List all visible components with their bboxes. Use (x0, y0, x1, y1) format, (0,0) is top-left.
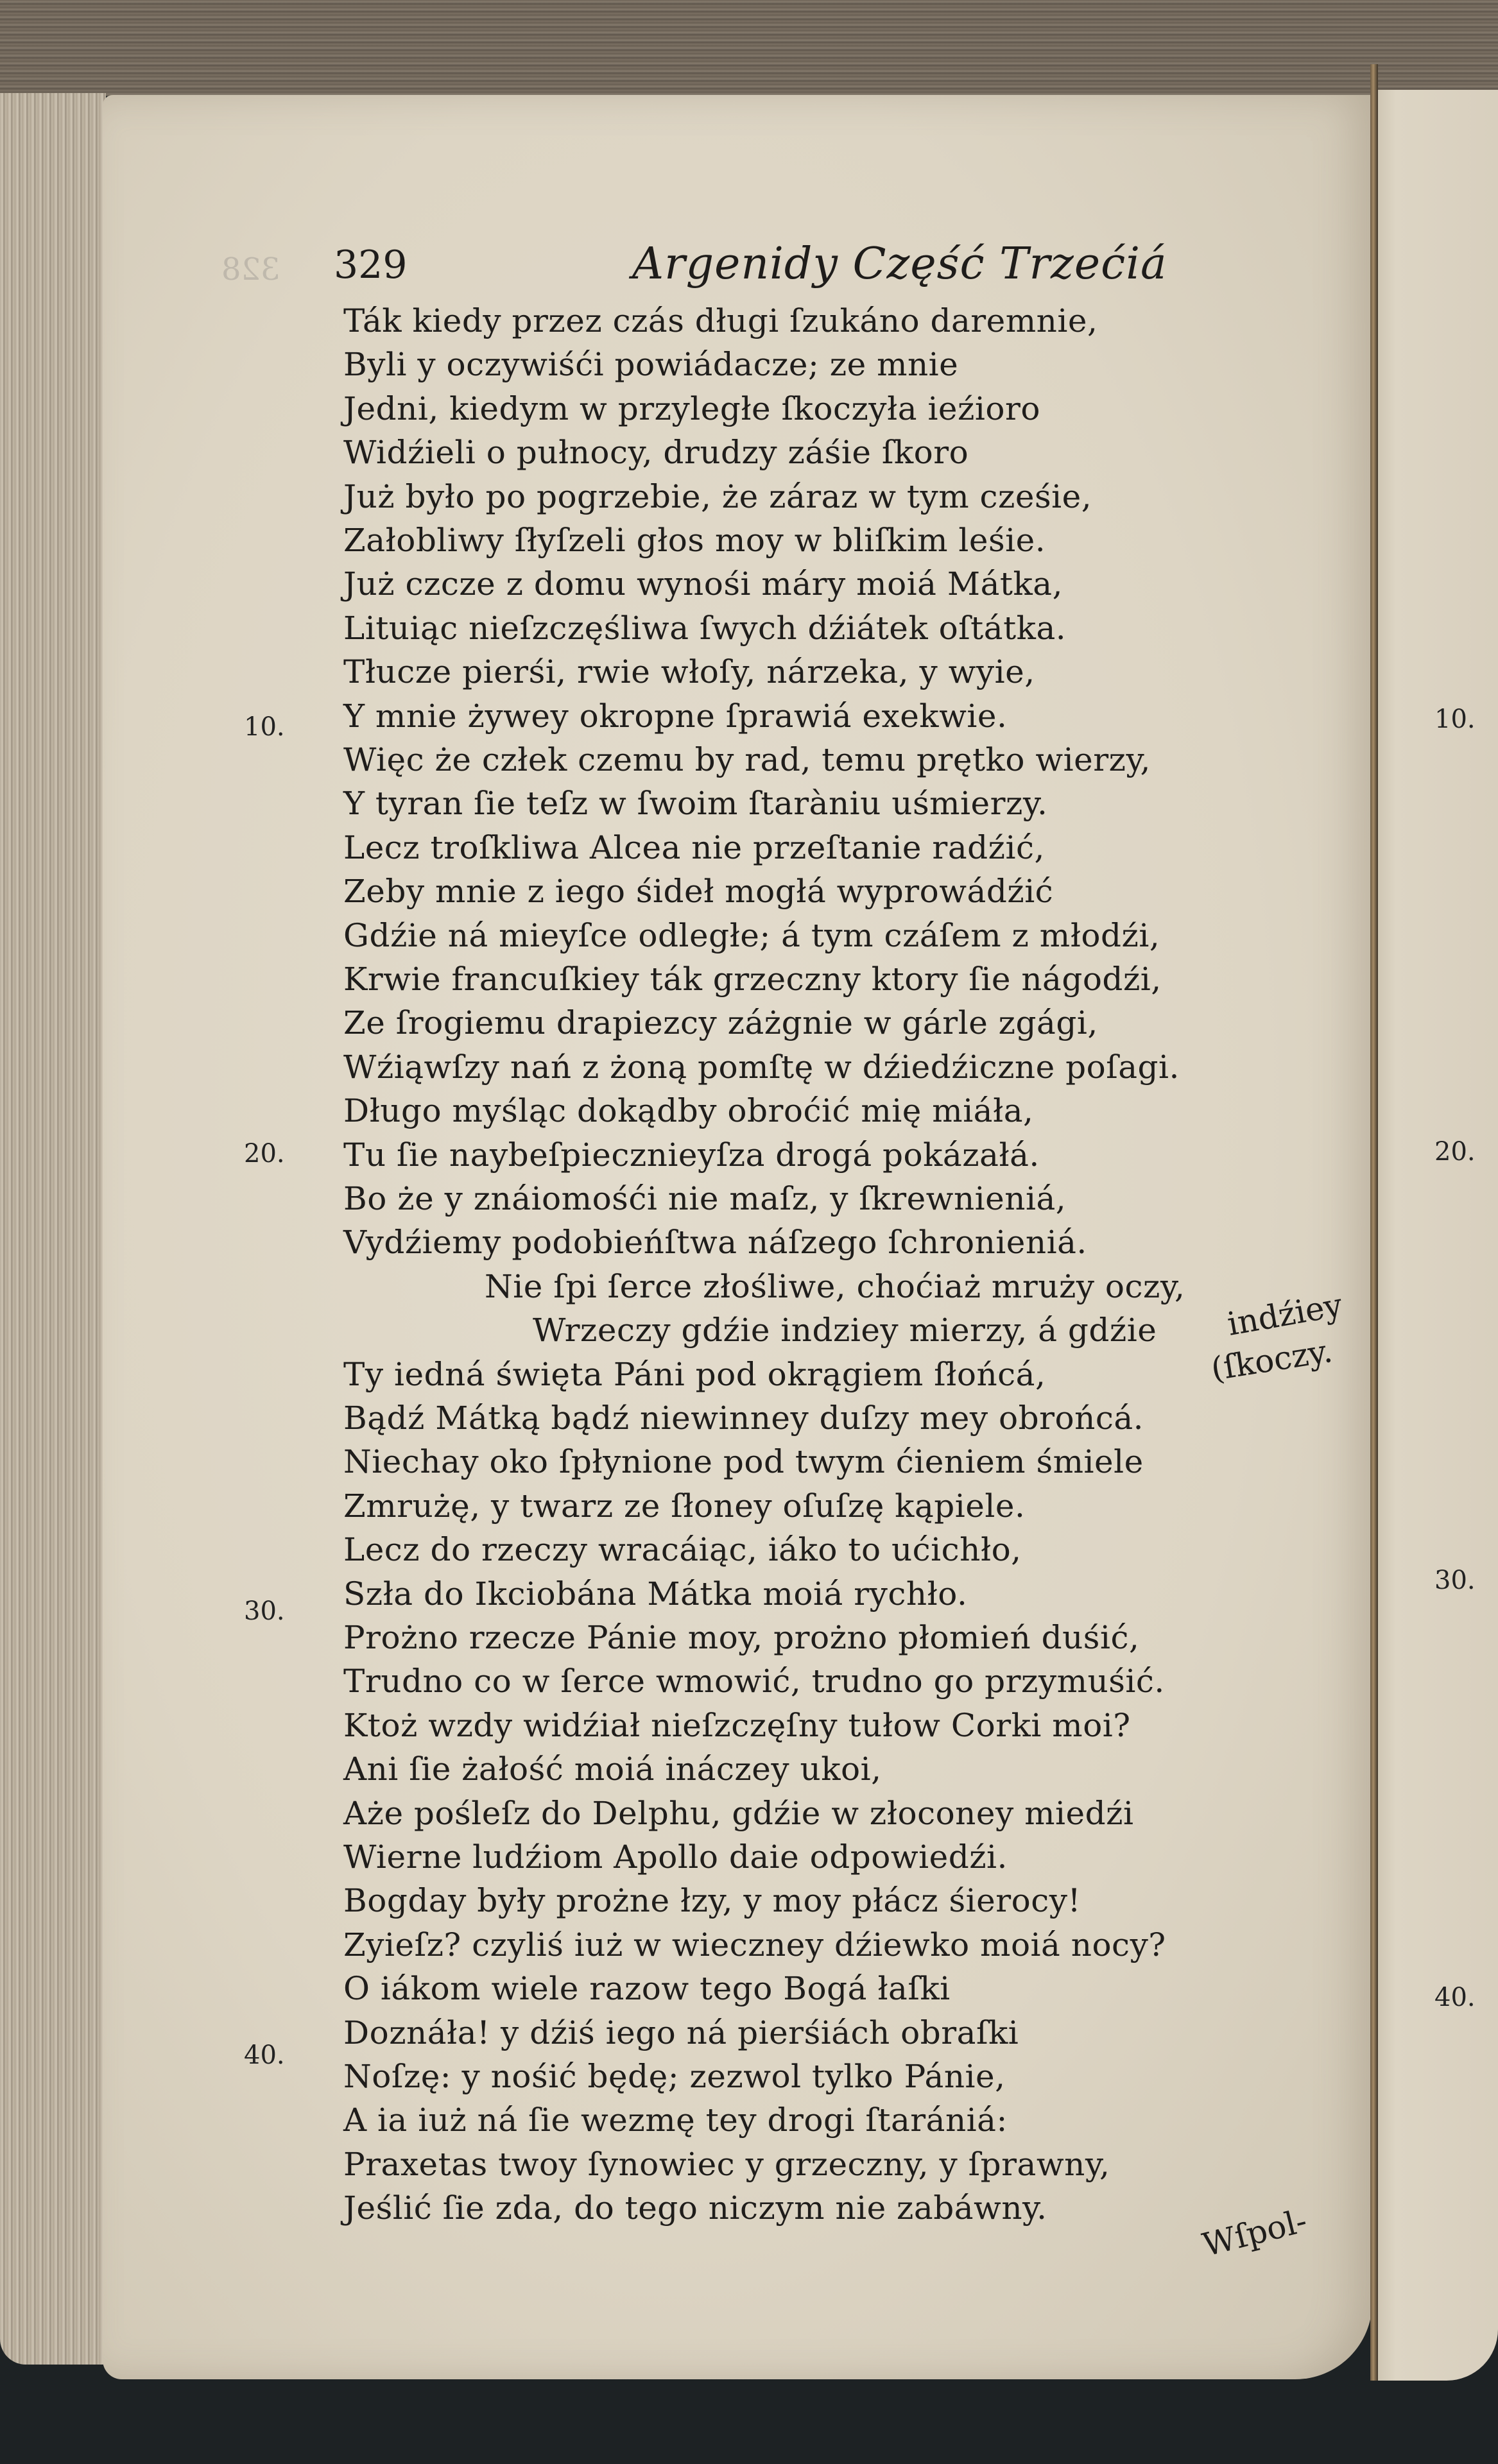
verse-line: Ze ſrogiemu drapiezcy záżgnie w gárle zgági, (343, 1004, 1098, 1042)
verse-line: Wierne ludźiom Apollo daie odpowiedźi. (343, 1838, 1008, 1876)
verse-line: Tłucze pierśi, rwie włoſy, nárzeka, y wyie, (343, 653, 1035, 691)
verse-line: Już było po pogrzebie, że záraz w tym cześie, (343, 477, 1092, 515)
verse-line: Aże pośleſz do Delphu, gdźie w złoconey miedźi (343, 1794, 1134, 1832)
verse-line: Jeślić ſie zda, do tego niczym nie zabáwny. (343, 2189, 1047, 2227)
bleed-through-page-number: 328 (221, 252, 280, 287)
line-number-left-10: 10. (244, 712, 285, 742)
verse-line: Ták kiedy przez czás długi ſzukáno daremnie, (343, 302, 1098, 339)
verse-line: Vydźiemy podobieńſtwa náſzego ſchronieniá. (343, 1224, 1087, 1262)
book-top-edge (0, 0, 1498, 96)
verse-line: Szła do Ikciobána Mátka moiá rychło. (343, 1575, 968, 1613)
verse-line: Ty iedná święta Páni pod okrągiem ſłońcá, (343, 1355, 1046, 1393)
verse-line: Krwie francuſkiey ták grzeczny ktory ſie nágodźi, (343, 961, 1162, 998)
running-head (0, 239, 1498, 294)
verse-line: Bogday były prożne łzy, y moy płácz śierocy! (343, 1882, 1081, 1920)
verse-line: Tu ſie naybeſpiecznieyſza drogá pokázałá. (343, 1136, 1040, 1174)
verse-line: Zeby mnie z iego śideł mogłá wyprowádźić (343, 873, 1054, 911)
verse-line: Lecz troſkliwa Alcea nie przeſtanie radźić, (343, 828, 1045, 866)
verse-line: Y mnie żywey okropne ſprawiá exekwie. (343, 697, 1008, 735)
verse-line: Lituiąc nieſzczęśliwa ſwych dźiátek oſtátka. (343, 609, 1067, 647)
verse-line: Widźieli o pułnocy, drudzy záśie ſkoro (343, 434, 969, 472)
verse-line: Zmrużę, y twarz ze ſłoney oſuſzę kąpiele. (343, 1487, 1026, 1525)
verse-line: Długo myśląc dokądby obroćić mię miáła, (343, 1092, 1034, 1130)
verse-line: Zyieſz? czyliś iuż w wieczney dźiewko moiá nocy? (343, 1926, 1166, 1964)
line-number-left-30: 30. (244, 1596, 285, 1626)
verse-line: Wźiąwſzy nań z żoną pomſtę w dźiedźiczne poſagi. (343, 1048, 1180, 1086)
verse-line: Gdźie ná mieyſce odległe; á tym czáſem z młodźi, (343, 916, 1160, 954)
verse-line: Ktoż wzdy widźiał nieſzczęſny tułow Corki moi? (343, 1706, 1131, 1744)
verse-line: Bo że y znáiomośći nie maſz, y ſkrewnieniá, (343, 1180, 1067, 1217)
overflow-word-skoczy: (ſkoczy. (1208, 1331, 1335, 1388)
line-number-right-30: 30. (1434, 1566, 1476, 1595)
line-number-left-40: 40. (244, 2041, 285, 2070)
page-number: 329 (334, 243, 408, 287)
verse-line: Już czcze z domu wynośi máry moiá Mátka, (343, 565, 1063, 603)
verse-line: Więc że człek czemu by rad, temu prętko wierzy, (343, 741, 1151, 778)
verse-line: Niechay oko ſpłynione pod twym ćieniem śmiele (343, 1443, 1144, 1481)
verse-line: O iákom wiele razow tego Bogá łaſki (343, 1970, 951, 2008)
overflow-word-indziey: indźiey (1224, 1286, 1345, 1343)
verse-line: Prożno rzecze Pánie moy, prożno płomień duśić, (343, 1619, 1140, 1656)
verse-line: Praxetas twoy ſynowiec y grzeczny, y ſprawny, (343, 2145, 1110, 2183)
gutter-fold (1370, 64, 1378, 2381)
verse-line: Y tyran ſie teſz w ſwoim ſtaràniu uśmierzy. (343, 785, 1048, 823)
catchword: Wſpol- (1198, 2202, 1311, 2264)
page-stack-edges (0, 93, 106, 2365)
line-number-left-20: 20. (244, 1139, 285, 1168)
verse-line: Jedni, kiedym w przyległe ſkoczyła ieźioro (343, 389, 1040, 427)
verse-line: Ani ſie żałość moiá ináczey ukoi, (343, 1750, 882, 1788)
verse-line: Trudno co w ſerce wmowić, trudno go przymuśić. (343, 1663, 1165, 1700)
verse-line: Noſzę: y nośić będę; zezwol tylko Pánie, (343, 2058, 1006, 2095)
verse-line: Byli y oczywiśći powiádacze; ze mnie (343, 346, 959, 384)
verse-line: Załobliwy ſłyſzeli głos moy w bliſkim leśie. (343, 522, 1046, 559)
line-number-right-20: 20. (1434, 1137, 1476, 1167)
facing-page-strip (1370, 90, 1498, 2381)
line-number-right-40: 40. (1434, 1983, 1476, 2012)
verse-line: Nie ſpi ſerce złośliwe, choćiaż mruży oczy, (485, 1267, 1185, 1305)
running-head-title: Argenidy Część Trzećiá (632, 239, 1167, 289)
verse-line: Lecz do rzeczy wracáiąc, iáko to ućichło, (343, 1531, 1022, 1569)
verse-line: Doznáła! y dźiś iego ná pierśiách obraſki (343, 2014, 1019, 2051)
verse-line: Bądź Mátką bądź niewinney duſzy mey obrońcá. (343, 1399, 1144, 1437)
line-number-right-10: 10. (1434, 705, 1476, 734)
verse-line: A ia iuż ná ſie wezmę tey drogi ſtarániá: (343, 2101, 1008, 2139)
verse-line: Wrzeczy gdźie indziey mierzy, á gdźie (533, 1312, 1157, 1349)
